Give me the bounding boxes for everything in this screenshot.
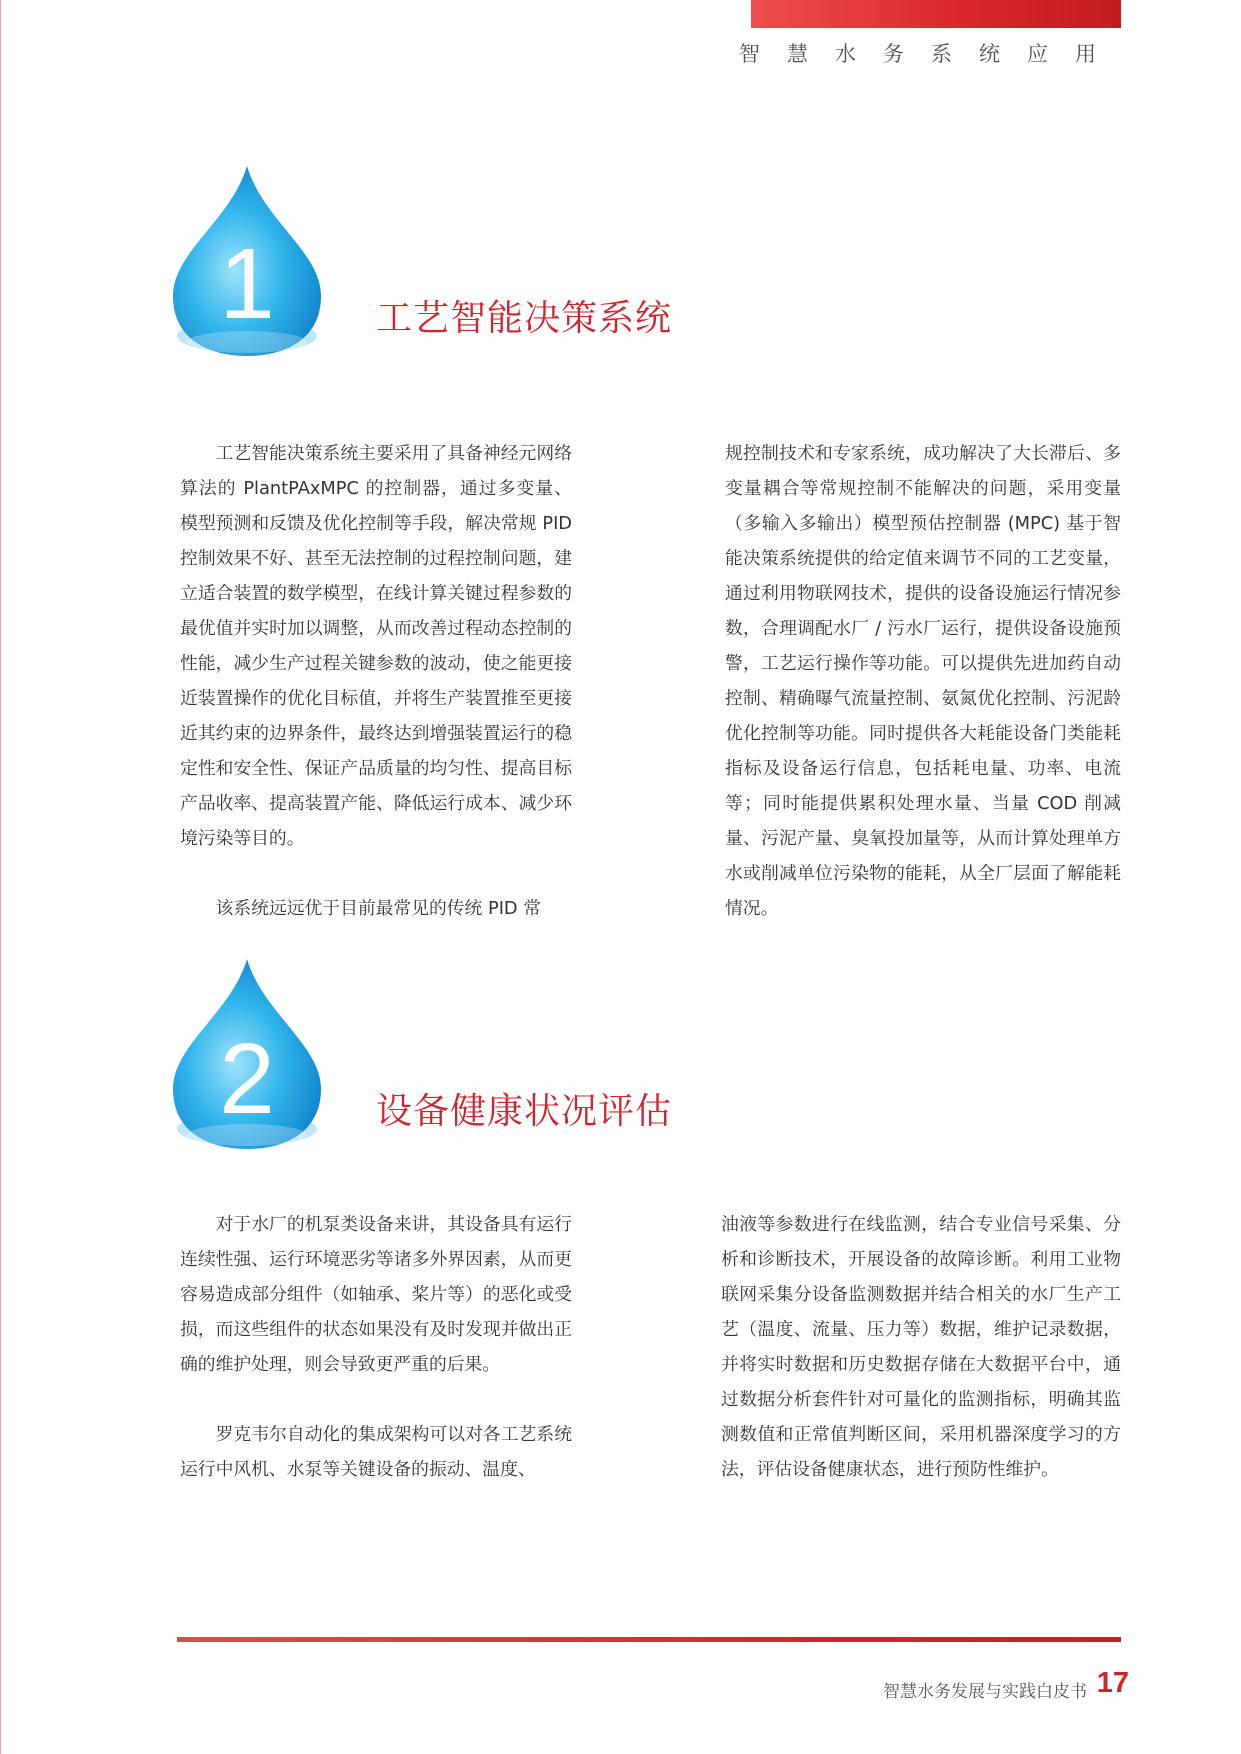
section-title: 工艺智能决策系统 <box>376 298 673 339</box>
section-number: 1 <box>219 228 275 340</box>
paragraph: 罗克韦尔自动化的集成架构可以对各工艺系统运行中风机、水泵等关键设备的振动、温度、 <box>180 1424 572 1480</box>
water-drop-icon <box>163 953 331 1153</box>
section-title: 设备健康状况评估 <box>376 1091 673 1132</box>
paragraph: 油液等参数进行在线监测，结合专业信号采集、分析和诊断技术，开展设备的故障诊断。利用工业物联网采集分设备监测数据并结合相关的水厂生产工艺（温度、流量、压力等）数据，维护记录数据，并将实时数据和历史数据存储在大数据平台中，通过数据分析套件针对可量化的监测指标，明确其监测数值和正常值判断区间，采用机器深度学习的方法，评估设备健康状态，进行预防性维护。 <box>721 1214 1121 1480</box>
section-number: 2 <box>219 1023 275 1135</box>
water-drop-icon <box>163 160 331 360</box>
section-1-left-column <box>180 436 572 926</box>
footer-rule <box>177 1637 1121 1642</box>
paragraph: 该系统远远优于目前最常见的传统 PID 常 <box>215 898 542 919</box>
paragraph: 工艺智能决策系统主要采用了具备神经元网络算法的 PlantPAxMPC 的控制器，通过多变量、模型预测和反馈及优化控制等手段，解决常规 PID 控制效果不好、甚至无法控制的过程控制问题，建立适合装置的数学模型，在线计算关键过程参数的最优值并实时加以调整，从而改善过程动态控制的性能，减少生产过程关键参数的波动，使之能更接近装置操作的优化目标值，并将生产装置推至更接近其约束的边界条件，最终达到增强装置运行的稳定性和安全性、保证产品质量的均匀性、提高目标产品收率、提高装置产能、降低运行成本、减少环境污染等目的。 <box>180 443 572 849</box>
section-1-right-column <box>725 436 1121 926</box>
paragraph: 对于水厂的机泵类设备来讲，其设备具有运行连续性强、运行环境恶劣等诸多外界因素，从而更容易造成部分组件（如轴承、桨片等）的恶化或受损，而这些组件的状态如果没有及时发现并做出正确的维护处理，则会导致更严重的后果。 <box>180 1214 572 1375</box>
header-title: 智慧水务系统应用 <box>739 42 1123 66</box>
page-edge-rule <box>0 0 1 1754</box>
page-number: 17 <box>1096 1667 1129 1699</box>
paragraph: 规控制技术和专家系统，成功解决了大长滞后、多变量耦合等常规控制不能解决的问题，采用变量（多输入多输出）模型预估控制器 (MPC) 基于智能决策系统提供的给定值来调节不同的工艺变量，通过利用物联网技术，提供的设备设施运行情况参数，合理调配水厂 / 污水厂运行，提供设备设施预警，工艺运行操作等功能。可以提供先进加药自动控制、精确曝气流量控制、氨氮优化控制、污泥龄优化控制等功能。同时提供各大耗能设备门类能耗指标及设备运行信息，包括耗电量、功率、电流等；同时能提供累积处理水量、当量 COD 削减量、污泥产量、臭氧投加量等，从而计算处理单方水或削减单位污染物的能耗，从全厂层面了解能耗情况。 <box>725 443 1121 919</box>
footer-publication-title: 智慧水务发展与实践白皮书 <box>883 1682 1087 1702</box>
section-2-left-column <box>180 1207 572 1487</box>
header-accent-bar <box>751 0 1121 28</box>
section-2-right-column <box>721 1207 1121 1487</box>
